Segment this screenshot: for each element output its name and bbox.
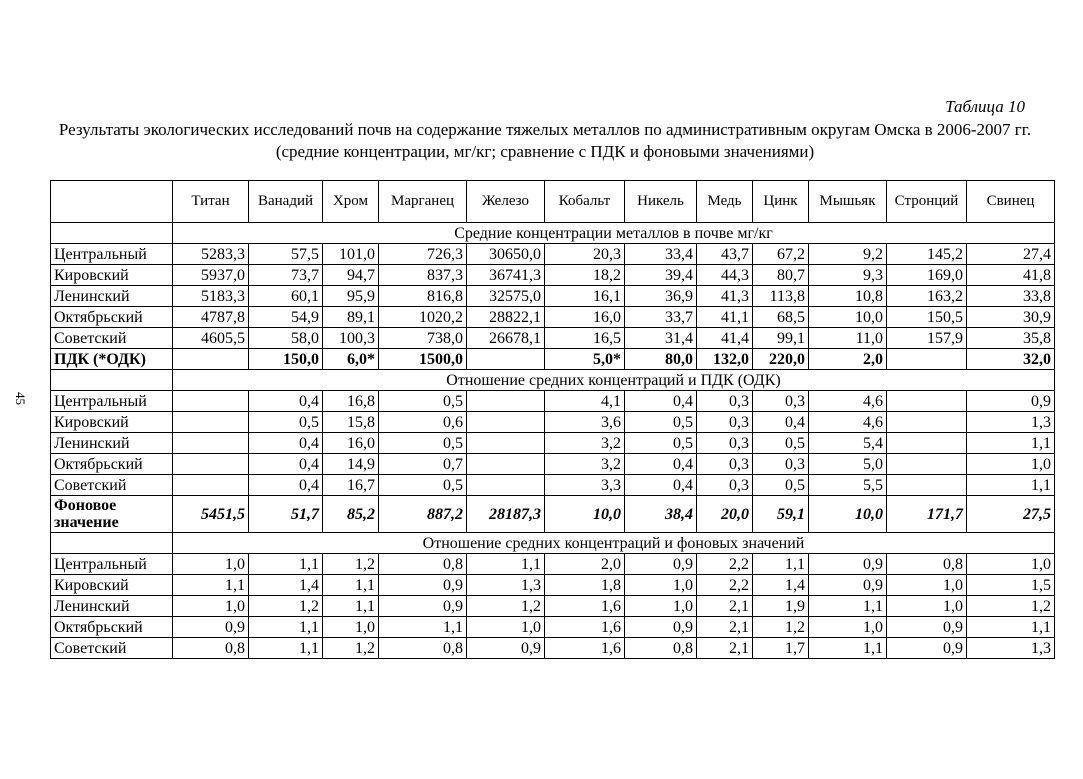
- row-label: Советский: [51, 475, 173, 496]
- value-cell: 0,9: [379, 596, 467, 617]
- value-cell: 113,8: [753, 286, 809, 307]
- value-cell: 5,0*: [545, 349, 625, 370]
- value-cell: 10,8: [809, 286, 887, 307]
- value-cell: 33,7: [625, 307, 697, 328]
- value-cell: 28187,3: [467, 496, 545, 533]
- value-cell: 1,3: [467, 575, 545, 596]
- value-cell: 0,5: [379, 391, 467, 412]
- column-header: Мышьяк: [809, 181, 887, 223]
- value-cell: 0,3: [697, 454, 753, 475]
- value-cell: 99,1: [753, 328, 809, 349]
- value-cell: 16,0: [323, 433, 379, 454]
- value-cell: 11,0: [809, 328, 887, 349]
- value-cell: 0,9: [809, 554, 887, 575]
- limits-row: [51, 349, 1055, 370]
- value-cell: 5451,5: [173, 496, 249, 533]
- value-cell: 9,2: [809, 244, 887, 265]
- value-cell: 2,2: [697, 575, 753, 596]
- value-cell: 80,7: [753, 265, 809, 286]
- value-cell: 16,1: [545, 286, 625, 307]
- value-cell: 0,9: [625, 617, 697, 638]
- row-label: Фоновое значение: [51, 496, 173, 533]
- value-cell: 0,3: [697, 475, 753, 496]
- value-cell: 0,4: [625, 391, 697, 412]
- value-cell: 27,5: [967, 496, 1055, 533]
- value-cell: 0,8: [625, 638, 697, 659]
- value-cell: 101,0: [323, 244, 379, 265]
- table-row: [51, 391, 1055, 412]
- value-cell: 1500,0: [379, 349, 467, 370]
- section-row-means: [51, 223, 1055, 244]
- value-cell: 150,5: [887, 307, 967, 328]
- value-cell: 1,7: [753, 638, 809, 659]
- value-cell: 220,0: [753, 349, 809, 370]
- value-cell: [887, 412, 967, 433]
- table-row: [51, 286, 1055, 307]
- value-cell: 1,0: [967, 554, 1055, 575]
- row-label: Кировский: [51, 412, 173, 433]
- value-cell: 0,9: [967, 391, 1055, 412]
- value-cell: 54,9: [249, 307, 323, 328]
- value-cell: 2,0: [809, 349, 887, 370]
- value-cell: 0,3: [697, 433, 753, 454]
- value-cell: 1,1: [809, 596, 887, 617]
- value-cell: 0,9: [887, 638, 967, 659]
- column-header: Кобальт: [545, 181, 625, 223]
- column-header: Стронций: [887, 181, 967, 223]
- value-cell: 1,0: [467, 617, 545, 638]
- value-cell: [887, 454, 967, 475]
- value-cell: 5283,3: [173, 244, 249, 265]
- value-cell: 145,2: [887, 244, 967, 265]
- table-title: Результаты экологических исследований почв на содержание тяжелых металлов по административным округам Омска в 2006-2007 гг. (средние концентрации, мг/кг; сравнение с ПДК и фоновыми значениями): [58, 120, 1032, 161]
- value-cell: 0,8: [379, 638, 467, 659]
- value-cell: 57,5: [249, 244, 323, 265]
- row-label: ПДК (*ОДК): [51, 349, 173, 370]
- value-cell: 5,5: [809, 475, 887, 496]
- value-cell: 41,1: [697, 307, 753, 328]
- value-cell: 2,1: [697, 617, 753, 638]
- table-row: [51, 575, 1055, 596]
- value-cell: 726,3: [379, 244, 467, 265]
- value-cell: 0,4: [249, 454, 323, 475]
- value-cell: 16,7: [323, 475, 379, 496]
- column-header: Железо: [467, 181, 545, 223]
- value-cell: 27,4: [967, 244, 1055, 265]
- value-cell: 30,9: [967, 307, 1055, 328]
- table-row: [51, 244, 1055, 265]
- value-cell: 0,4: [625, 454, 697, 475]
- value-cell: 38,4: [625, 496, 697, 533]
- value-cell: 16,5: [545, 328, 625, 349]
- value-cell: 1,3: [967, 638, 1055, 659]
- value-cell: 20,0: [697, 496, 753, 533]
- value-cell: 1,1: [379, 617, 467, 638]
- value-cell: 5,0: [809, 454, 887, 475]
- background-row: [51, 496, 1055, 533]
- value-cell: 1,6: [545, 638, 625, 659]
- value-cell: 0,9: [625, 554, 697, 575]
- value-cell: 26678,1: [467, 328, 545, 349]
- value-cell: 1,8: [545, 575, 625, 596]
- row-label: Кировский: [51, 575, 173, 596]
- value-cell: 28822,1: [467, 307, 545, 328]
- value-cell: 1,0: [809, 617, 887, 638]
- value-cell: 1,0: [625, 575, 697, 596]
- value-cell: 1,0: [887, 575, 967, 596]
- value-cell: 0,3: [753, 454, 809, 475]
- value-cell: 1,1: [967, 433, 1055, 454]
- value-cell: 1,1: [249, 617, 323, 638]
- value-cell: 157,9: [887, 328, 967, 349]
- value-cell: 41,8: [967, 265, 1055, 286]
- section-blank-cell: [51, 533, 173, 554]
- value-cell: 10,0: [809, 496, 887, 533]
- value-cell: 1020,2: [379, 307, 467, 328]
- value-cell: 1,1: [173, 575, 249, 596]
- column-header: Титан: [173, 181, 249, 223]
- value-cell: 1,1: [967, 475, 1055, 496]
- value-cell: 4,1: [545, 391, 625, 412]
- value-cell: [467, 349, 545, 370]
- value-cell: [467, 391, 545, 412]
- value-cell: 0,5: [753, 433, 809, 454]
- value-cell: 0,3: [697, 412, 753, 433]
- table-row: [51, 617, 1055, 638]
- value-cell: 39,4: [625, 265, 697, 286]
- row-label: Советский: [51, 328, 173, 349]
- row-label: Центральный: [51, 554, 173, 575]
- value-cell: 3,2: [545, 433, 625, 454]
- row-label: Ленинский: [51, 433, 173, 454]
- section-blank-cell: [51, 370, 173, 391]
- value-cell: [173, 349, 249, 370]
- corner-cell: [51, 181, 173, 223]
- value-cell: 68,5: [753, 307, 809, 328]
- value-cell: 85,2: [323, 496, 379, 533]
- value-cell: 0,5: [753, 475, 809, 496]
- value-cell: 738,0: [379, 328, 467, 349]
- value-cell: 20,3: [545, 244, 625, 265]
- value-cell: 1,1: [323, 596, 379, 617]
- row-label: Ленинский: [51, 596, 173, 617]
- section-blank-cell: [51, 223, 173, 244]
- value-cell: 100,3: [323, 328, 379, 349]
- value-cell: 43,7: [697, 244, 753, 265]
- value-cell: [467, 433, 545, 454]
- value-cell: [173, 391, 249, 412]
- value-cell: 89,1: [323, 307, 379, 328]
- value-cell: 18,2: [545, 265, 625, 286]
- value-cell: 1,1: [467, 554, 545, 575]
- value-cell: 0,9: [467, 638, 545, 659]
- value-cell: 0,8: [887, 554, 967, 575]
- value-cell: 30650,0: [467, 244, 545, 265]
- value-cell: 15,8: [323, 412, 379, 433]
- value-cell: 33,8: [967, 286, 1055, 307]
- value-cell: 1,0: [887, 596, 967, 617]
- value-cell: 0,7: [379, 454, 467, 475]
- value-cell: 95,9: [323, 286, 379, 307]
- value-cell: 1,9: [753, 596, 809, 617]
- table-row: [51, 307, 1055, 328]
- table-row: [51, 475, 1055, 496]
- value-cell: 0,4: [249, 433, 323, 454]
- value-cell: [887, 475, 967, 496]
- value-cell: 60,1: [249, 286, 323, 307]
- column-header: Цинк: [753, 181, 809, 223]
- row-label: Центральный: [51, 244, 173, 265]
- value-cell: 36741,3: [467, 265, 545, 286]
- table-row: [51, 412, 1055, 433]
- value-cell: 0,4: [625, 475, 697, 496]
- value-cell: 816,8: [379, 286, 467, 307]
- value-cell: 59,1: [753, 496, 809, 533]
- table-row: [51, 328, 1055, 349]
- table-row: [51, 596, 1055, 617]
- value-cell: 163,2: [887, 286, 967, 307]
- value-cell: 0,8: [379, 554, 467, 575]
- value-cell: 1,0: [173, 554, 249, 575]
- value-cell: 1,2: [467, 596, 545, 617]
- section-title: Отношение средних концентраций и фоновых значений: [173, 533, 1055, 554]
- value-cell: 35,8: [967, 328, 1055, 349]
- column-header: Никель: [625, 181, 697, 223]
- row-label: Октябрьский: [51, 307, 173, 328]
- column-header: Хром: [323, 181, 379, 223]
- value-cell: 44,3: [697, 265, 753, 286]
- value-cell: 1,0: [625, 596, 697, 617]
- row-label: Советский: [51, 638, 173, 659]
- value-cell: 1,2: [323, 638, 379, 659]
- value-cell: 5,4: [809, 433, 887, 454]
- column-header: Медь: [697, 181, 753, 223]
- value-cell: 837,3: [379, 265, 467, 286]
- table-row: [51, 554, 1055, 575]
- value-cell: 887,2: [379, 496, 467, 533]
- value-cell: 4,6: [809, 412, 887, 433]
- value-cell: [173, 475, 249, 496]
- value-cell: 9,3: [809, 265, 887, 286]
- value-cell: 41,3: [697, 286, 753, 307]
- value-cell: 1,0: [323, 617, 379, 638]
- value-cell: 0,5: [625, 433, 697, 454]
- row-label: Кировский: [51, 265, 173, 286]
- value-cell: 73,7: [249, 265, 323, 286]
- value-cell: 0,9: [379, 575, 467, 596]
- value-cell: 2,1: [697, 596, 753, 617]
- value-cell: [887, 349, 967, 370]
- value-cell: 16,8: [323, 391, 379, 412]
- value-cell: 0,6: [379, 412, 467, 433]
- value-cell: 1,5: [967, 575, 1055, 596]
- value-cell: 1,4: [753, 575, 809, 596]
- table-row: [51, 454, 1055, 475]
- row-label: Октябрьский: [51, 617, 173, 638]
- section-title: Средние концентрации металлов в почве мг/кг: [173, 223, 1055, 244]
- value-cell: 0,5: [379, 433, 467, 454]
- column-header: Ванадий: [249, 181, 323, 223]
- value-cell: 1,1: [323, 575, 379, 596]
- value-cell: 80,0: [625, 349, 697, 370]
- value-cell: 132,0: [697, 349, 753, 370]
- value-cell: 0,3: [753, 391, 809, 412]
- value-cell: 33,4: [625, 244, 697, 265]
- column-header: Марганец: [379, 181, 467, 223]
- value-cell: 4605,5: [173, 328, 249, 349]
- value-cell: [467, 454, 545, 475]
- value-cell: 5183,3: [173, 286, 249, 307]
- value-cell: 5937,0: [173, 265, 249, 286]
- value-cell: 1,2: [323, 554, 379, 575]
- value-cell: 51,7: [249, 496, 323, 533]
- value-cell: 0,5: [249, 412, 323, 433]
- value-cell: 16,0: [545, 307, 625, 328]
- value-cell: 1,2: [753, 617, 809, 638]
- value-cell: 67,2: [753, 244, 809, 265]
- value-cell: 31,4: [625, 328, 697, 349]
- value-cell: 1,0: [173, 596, 249, 617]
- value-cell: 1,2: [249, 596, 323, 617]
- table-label: Таблица 10: [945, 97, 1025, 116]
- value-cell: 150,0: [249, 349, 323, 370]
- value-cell: 1,1: [249, 638, 323, 659]
- table-row: [51, 638, 1055, 659]
- value-cell: 0,9: [809, 575, 887, 596]
- value-cell: 58,0: [249, 328, 323, 349]
- value-cell: 1,6: [545, 617, 625, 638]
- value-cell: 1,6: [545, 596, 625, 617]
- value-cell: 6,0*: [323, 349, 379, 370]
- value-cell: 3,2: [545, 454, 625, 475]
- value-cell: [173, 454, 249, 475]
- value-cell: 3,3: [545, 475, 625, 496]
- value-cell: 1,3: [967, 412, 1055, 433]
- value-cell: 0,3: [697, 391, 753, 412]
- value-cell: 2,2: [697, 554, 753, 575]
- value-cell: 2,1: [697, 638, 753, 659]
- header-row: [51, 181, 1055, 223]
- value-cell: 0,9: [887, 617, 967, 638]
- column-header: Свинец: [967, 181, 1055, 223]
- value-cell: 10,0: [545, 496, 625, 533]
- value-cell: 0,4: [249, 391, 323, 412]
- value-cell: 32575,0: [467, 286, 545, 307]
- value-cell: 0,4: [753, 412, 809, 433]
- value-cell: 0,5: [379, 475, 467, 496]
- section-row-ratio-limits: [51, 370, 1055, 391]
- value-cell: 169,0: [887, 265, 967, 286]
- value-cell: 1,0: [967, 454, 1055, 475]
- value-cell: [467, 412, 545, 433]
- value-cell: [467, 475, 545, 496]
- value-cell: 1,1: [967, 617, 1055, 638]
- section-row-ratio-background: [51, 533, 1055, 554]
- value-cell: [887, 433, 967, 454]
- value-cell: 10,0: [809, 307, 887, 328]
- value-cell: 1,1: [249, 554, 323, 575]
- value-cell: 2,0: [545, 554, 625, 575]
- value-cell: 0,8: [173, 638, 249, 659]
- value-cell: 14,9: [323, 454, 379, 475]
- value-cell: 4787,8: [173, 307, 249, 328]
- value-cell: 1,4: [249, 575, 323, 596]
- value-cell: 41,4: [697, 328, 753, 349]
- value-cell: 32,0: [967, 349, 1055, 370]
- row-label: Центральный: [51, 391, 173, 412]
- row-label: Октябрьский: [51, 454, 173, 475]
- value-cell: 1,1: [809, 638, 887, 659]
- value-cell: 0,4: [249, 475, 323, 496]
- value-cell: 3,6: [545, 412, 625, 433]
- value-cell: 0,5: [625, 412, 697, 433]
- section-title: Отношение средних концентраций и ПДК (ОДК): [173, 370, 1055, 391]
- value-cell: 94,7: [323, 265, 379, 286]
- value-cell: 1,1: [753, 554, 809, 575]
- value-cell: [173, 433, 249, 454]
- row-label: Ленинский: [51, 286, 173, 307]
- metals-table: [50, 180, 1055, 659]
- value-cell: 4,6: [809, 391, 887, 412]
- page-number: 45: [13, 392, 28, 405]
- value-cell: 171,7: [887, 496, 967, 533]
- value-cell: 0,9: [173, 617, 249, 638]
- value-cell: 1,2: [967, 596, 1055, 617]
- table-row: [51, 265, 1055, 286]
- value-cell: 36,9: [625, 286, 697, 307]
- value-cell: [173, 412, 249, 433]
- value-cell: [887, 391, 967, 412]
- table-row: [51, 433, 1055, 454]
